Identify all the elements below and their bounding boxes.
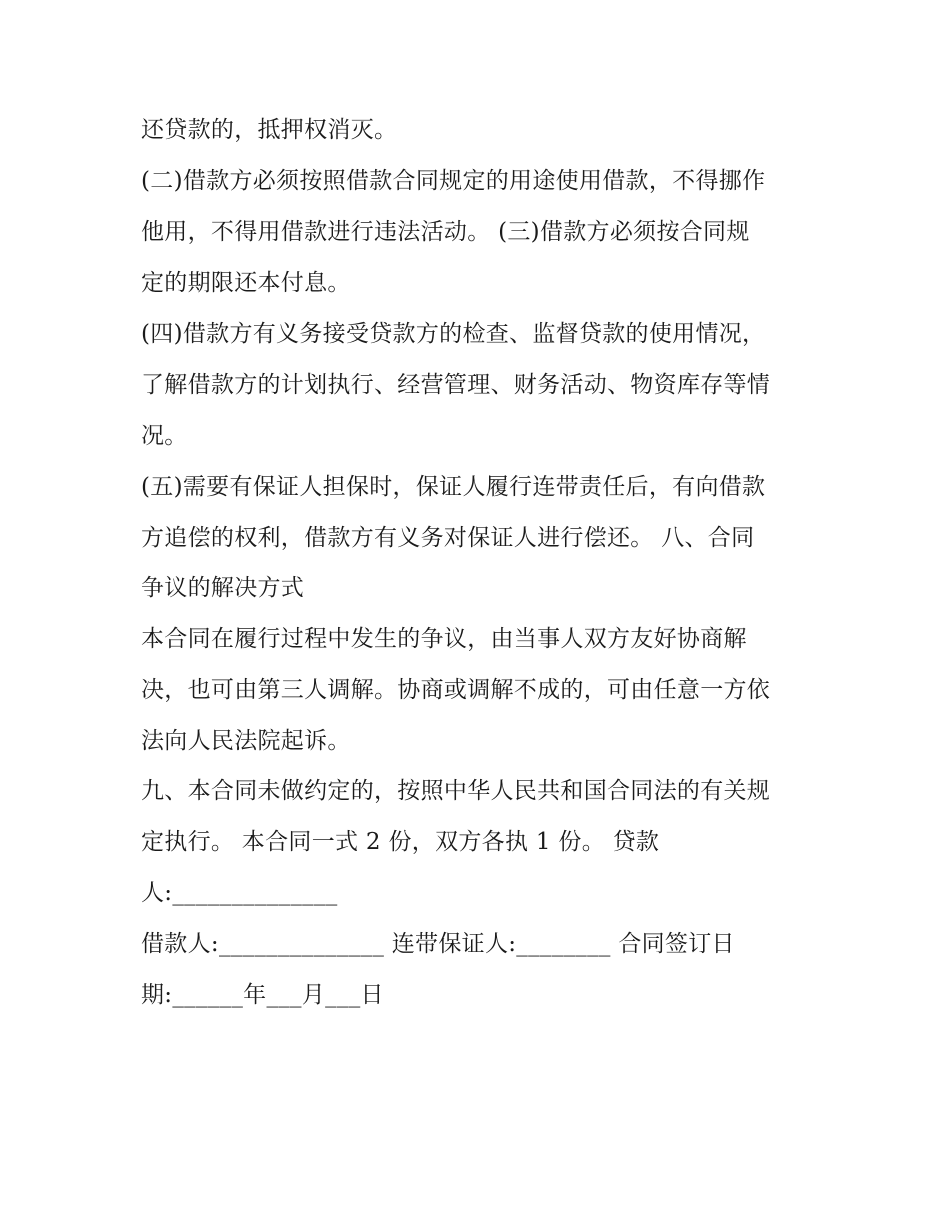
text-line: (四)借款方有义务接受贷款方的检查、监督贷款的使用情况， bbox=[141, 321, 766, 347]
text-line: 借款人:______________ 连带保证人:________ 合同签订日 bbox=[141, 931, 735, 957]
text-line: 本合同在履行过程中发生的争议，由当事人双方友好协商解 bbox=[141, 626, 747, 652]
text-line: 他用，不得用借款进行违法活动。 (三)借款方必须按合同规 bbox=[141, 219, 750, 245]
text-line: 定的期限还本付息。 bbox=[141, 270, 351, 296]
text-line: (二)借款方必须按照借款合同规定的用途使用借款，不得挪作 bbox=[141, 168, 766, 194]
text-line: 九、本合同未做约定的，按照中华人民共和国合同法的有关规 bbox=[141, 778, 771, 804]
text-line: (五)需要有保证人担保时，保证人履行连带责任后，有向借款 bbox=[141, 474, 766, 500]
text-line: 决，也可由第三人调解。协商或调解不成的，可由任意一方依 bbox=[141, 677, 771, 703]
text-line: 况。 bbox=[141, 423, 188, 449]
text-line: 期:______年___月___日 bbox=[141, 982, 384, 1008]
text-line: 争议的解决方式 bbox=[141, 575, 305, 601]
text-line: 人:______________ bbox=[141, 880, 338, 906]
text-line: 还贷款的，抵押权消灭。 bbox=[141, 117, 398, 143]
text-line: 了解借款方的计划执行、经营管理、财务活动、物资库存等情 bbox=[141, 372, 771, 398]
text-line: 方追偿的权利，借款方有义务对保证人进行偿还。 八、合同 bbox=[141, 525, 755, 551]
text-line: 法向人民法院起诉。 bbox=[141, 728, 351, 754]
text-line: 定执行。 本合同一式 2 份，双方各执 1 份。 贷款 bbox=[141, 829, 660, 855]
